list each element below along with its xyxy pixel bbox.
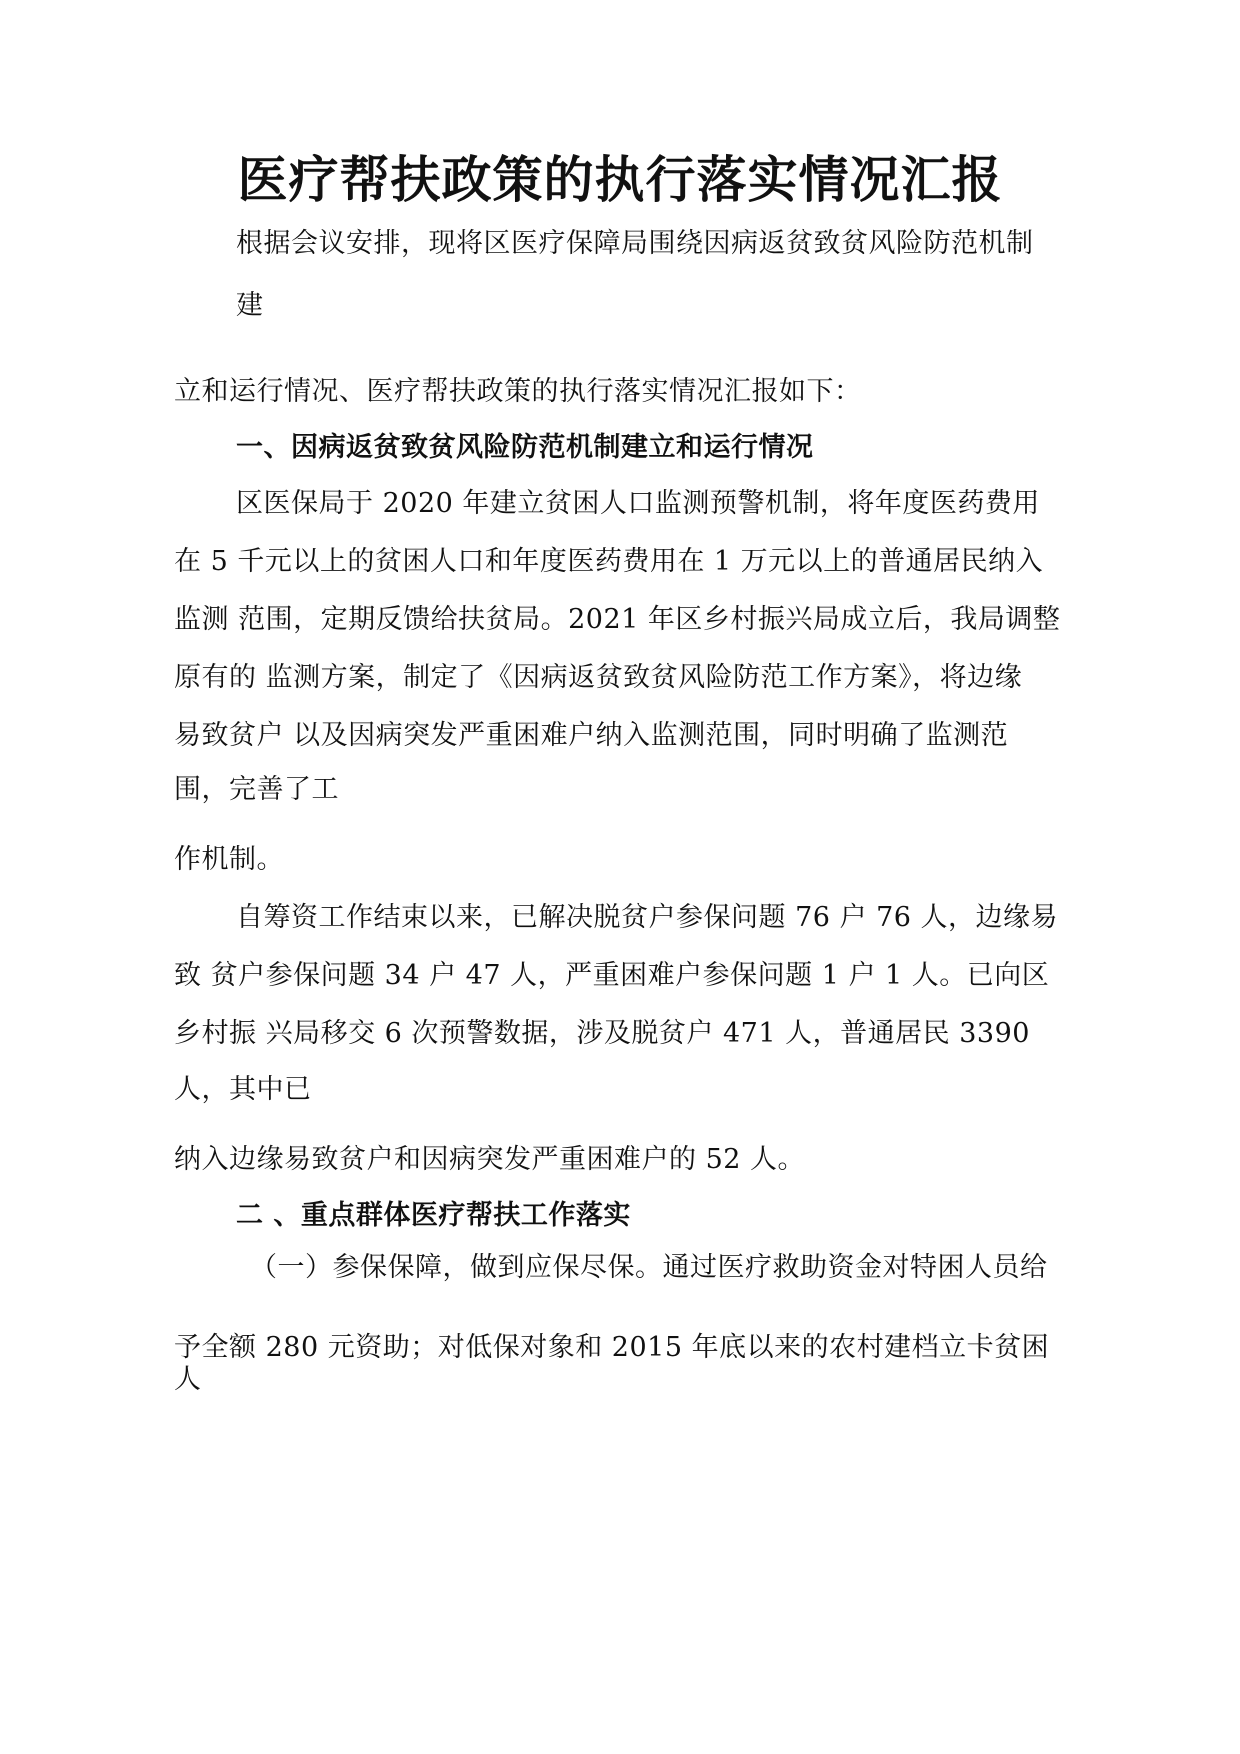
paragraph-line: 在 5 千元以上的贫困人口和年度医药费用在 1 万元以上的普通居民纳入 bbox=[174, 546, 1044, 577]
section-heading: 二 、重点群体医疗帮扶工作落实 bbox=[236, 1200, 631, 1231]
paragraph-line: 监测 范围，定期反馈给扶贫局。2021 年区乡村振兴局成立后，我局调整 bbox=[174, 604, 1061, 635]
paragraph-line: 人 bbox=[174, 1364, 202, 1395]
paragraph-line: 立和运行情况、医疗帮扶政策的执行落实情况汇报如下： bbox=[174, 376, 862, 407]
paragraph-line: 围，完善了工 bbox=[174, 774, 339, 805]
paragraph-line: 作机制。 bbox=[174, 844, 284, 875]
paragraph-line: 区医保局于 2020 年建立贫困人口监测预警机制，将年度医药费用 bbox=[236, 488, 1040, 519]
paragraph-line: 原有的 监测方案，制定了《因病返贫致贫风险防范工作方案》，将边缘 bbox=[174, 662, 1023, 693]
paragraph-line: 人，其中已 bbox=[174, 1074, 312, 1105]
paragraph-line: （一）参保保障，做到应保尽保。通过医疗救助资金对特困人员给 bbox=[250, 1252, 1048, 1283]
paragraph-line: 易致贫户 以及因病突发严重困难户纳入监测范围，同时明确了监测范 bbox=[174, 720, 1009, 751]
document-title: 医疗帮扶政策的执行落实情况汇报 bbox=[237, 150, 1003, 209]
section-heading: 一、因病返贫致贫风险防范机制建立和运行情况 bbox=[236, 432, 814, 463]
paragraph-line: 自筹资工作结束以来，已解决脱贫户参保问题 76 户 76 人，边缘易 bbox=[236, 902, 1059, 933]
paragraph-line: 致 贫户参保问题 34 户 47 人，严重困难户参保问题 1 户 1 人。已向区 bbox=[174, 960, 1050, 991]
paragraph-line: 根据会议安排，现将区医疗保障局围绕因病返贫致贫风险防范机制 bbox=[236, 228, 1034, 259]
paragraph-line: 建 bbox=[236, 290, 264, 321]
paragraph-line: 予全额 280 元资助；对低保对象和 2015 年底以来的农村建档立卡贫困 bbox=[174, 1332, 1050, 1363]
paragraph-line: 乡村振 兴局移交 6 次预警数据，涉及脱贫户 471 人，普通居民 3390 bbox=[174, 1018, 1030, 1049]
paragraph-line: 纳入边缘易致贫户和因病突发严重困难户的 52 人。 bbox=[174, 1144, 806, 1175]
